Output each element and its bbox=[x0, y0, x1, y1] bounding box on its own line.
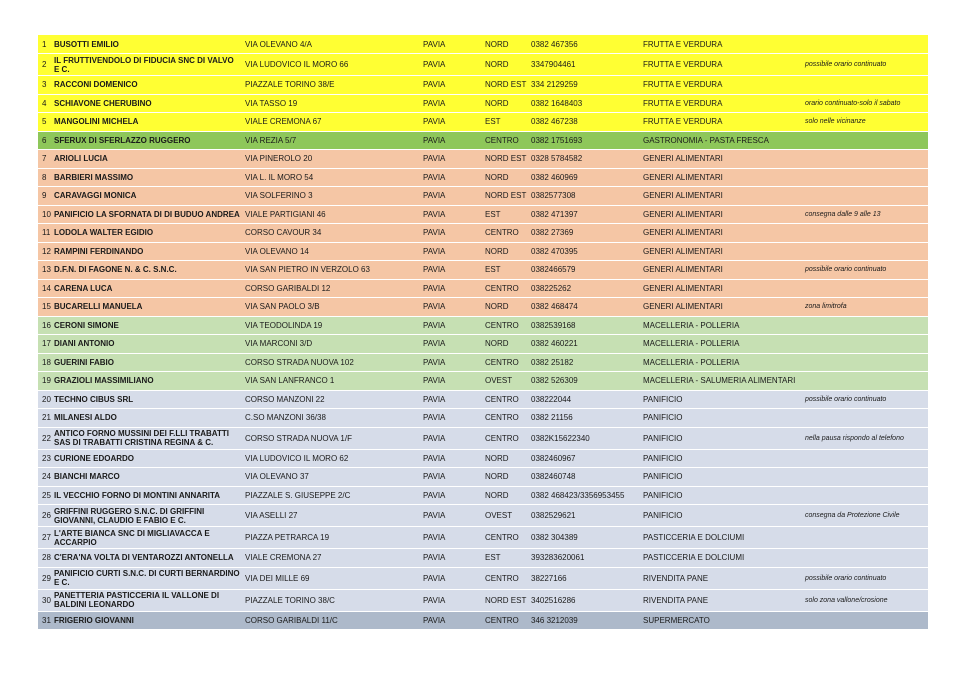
cell-phone: 0382466579 bbox=[531, 265, 576, 275]
cell-city: PAVIA bbox=[423, 320, 446, 330]
cell-zone: OVEST bbox=[485, 376, 513, 386]
cell-phone: 0382 526309 bbox=[531, 376, 578, 386]
cell-zone: NORD EST bbox=[485, 154, 527, 164]
cell-city: PAVIA bbox=[423, 339, 446, 349]
cell-category: PASTICCERIA E DOLCIUMI bbox=[643, 533, 745, 542]
cell-category: FRUTTA E VERDURA bbox=[643, 117, 723, 127]
cell-phone: 0382 470395 bbox=[531, 246, 578, 256]
cell-city: PAVIA bbox=[423, 433, 446, 443]
cell-city: PAVIA bbox=[423, 228, 446, 238]
cell-zone: NORD EST bbox=[485, 80, 527, 90]
cell-note: orario continuato-solo il sabato bbox=[805, 99, 901, 107]
cell-business-name: C'ERA'NA VOLTA DI VENTAROZZI ANTONELLA bbox=[54, 553, 234, 563]
cell-phone: 0328 5784582 bbox=[531, 154, 583, 164]
cell-note: possibile orario continuato bbox=[805, 574, 887, 582]
cell-zone: NORD bbox=[485, 60, 509, 69]
cell-business-name: MANGOLINI MICHELA bbox=[54, 117, 139, 127]
cell-row-number: 26 bbox=[42, 511, 51, 520]
cell-category: GENERI ALIMENTARI bbox=[643, 172, 723, 182]
cell-zone: EST bbox=[485, 553, 501, 563]
table-row bbox=[38, 468, 928, 487]
cell-category: PANIFICIO bbox=[643, 413, 683, 423]
cell-note: consegna dalle 9 alle 13 bbox=[805, 210, 881, 218]
cell-phone: 0382539168 bbox=[531, 320, 576, 330]
cell-phone: 0382 25182 bbox=[531, 357, 574, 367]
table-row bbox=[38, 113, 928, 132]
cell-zone: CENTRO bbox=[485, 573, 519, 583]
cell-business-name: BUCARELLI MANUELA bbox=[54, 302, 143, 312]
cell-row-number: 7 bbox=[42, 154, 47, 164]
cell-city: PAVIA bbox=[423, 265, 446, 275]
cell-category: GENERI ALIMENTARI bbox=[643, 265, 723, 275]
table-row bbox=[38, 35, 928, 54]
cell-address: VIA LUDOVICO IL MORO 62 bbox=[245, 453, 349, 463]
cell-business-name: IL FRUTTIVENDOLO DI FIDUCIA SNC DI VALVO E C. bbox=[54, 55, 234, 74]
cell-zone: NORD bbox=[485, 472, 509, 482]
cell-city: PAVIA bbox=[423, 60, 446, 69]
cell-address: VIA REZIA 5/7 bbox=[245, 135, 297, 145]
cell-address: VIALE PARTIGIANI 46 bbox=[245, 209, 326, 219]
cell-business-name: PANIFICIO LA SFORNATA DI DI BUDUO ANDREA bbox=[54, 209, 240, 219]
cell-row-number: 8 bbox=[42, 172, 47, 182]
cell-category: GENERI ALIMENTARI bbox=[643, 154, 723, 164]
cell-zone: CENTRO bbox=[485, 320, 519, 330]
cell-phone: 038225262 bbox=[531, 283, 572, 293]
cell-note bbox=[803, 150, 928, 169]
cell-phone: 0382460967 bbox=[531, 453, 576, 463]
cell-business-name: CURIONE EDOARDO bbox=[54, 453, 135, 463]
cell-note bbox=[803, 187, 928, 206]
cell-category: FRUTTA E VERDURA bbox=[643, 60, 723, 69]
cell-business-name: RAMPINI FERDINANDO bbox=[54, 246, 144, 256]
table-row bbox=[38, 76, 928, 95]
cell-zone: OVEST bbox=[485, 511, 513, 520]
cell-address: VIA SAN PIETRO IN VERZOLO 63 bbox=[245, 265, 370, 275]
table-row bbox=[38, 486, 928, 505]
table-row bbox=[38, 54, 928, 76]
cell-phone: 0382 21156 bbox=[531, 413, 573, 423]
cell-address: CORSO CAVOUR 34 bbox=[245, 228, 322, 238]
cell-city: PAVIA bbox=[423, 302, 446, 312]
cell-row-number: 30 bbox=[42, 595, 51, 605]
cell-note: nella pausa rispondo al telefono bbox=[805, 434, 904, 442]
cell-category: SUPERMERCATO bbox=[643, 615, 710, 625]
cell-business-name: CERONI SIMONE bbox=[54, 320, 119, 330]
cell-zone: NORD bbox=[485, 98, 509, 108]
cell-city: PAVIA bbox=[423, 472, 446, 482]
cell-row-number: 10 bbox=[42, 209, 51, 219]
cell-address: VIA PINEROLO 20 bbox=[245, 154, 313, 164]
cell-zone: NORD bbox=[485, 453, 509, 463]
cell-note: solo nelle vicinanze bbox=[805, 118, 866, 126]
cell-city: PAVIA bbox=[423, 533, 446, 542]
cell-row-number: 19 bbox=[42, 376, 51, 386]
cell-city: PAVIA bbox=[423, 413, 446, 423]
cell-phone: 0382K15622340 bbox=[531, 433, 590, 443]
cell-category: MACELLERIA - POLLERIA bbox=[643, 357, 740, 367]
cell-note: consegna da Protezione Civile bbox=[805, 512, 900, 519]
cell-city: PAVIA bbox=[423, 595, 446, 605]
cell-business-name: ANTICO FORNO MUSSINI DEI F.LLI TRABATTI SAS DI TRABATTI CRISTINA REGINA & C. bbox=[54, 429, 229, 447]
cell-city: PAVIA bbox=[423, 490, 446, 500]
cell-category: MACELLERIA - SALUMERIA ALIMENTARI bbox=[643, 376, 796, 386]
cell-address: CORSO STRADA NUOVA 102 bbox=[245, 357, 354, 367]
cell-address: VIA OLEVANO 4/A bbox=[245, 39, 312, 49]
cell-zone: NORD bbox=[485, 490, 509, 500]
cell-phone: 0382 1648403 bbox=[531, 98, 583, 108]
cell-note bbox=[803, 549, 928, 568]
cell-row-number: 6 bbox=[42, 135, 47, 145]
cell-city: PAVIA bbox=[423, 357, 446, 367]
cell-category: GENERI ALIMENTARI bbox=[643, 191, 723, 201]
table-row bbox=[38, 261, 928, 280]
cell-city: PAVIA bbox=[423, 154, 446, 164]
cell-address: VIA SAN LANFRANCO 1 bbox=[245, 376, 335, 386]
cell-category: PANIFICIO bbox=[643, 511, 683, 520]
cell-address: CORSO STRADA NUOVA 1/F bbox=[245, 433, 352, 443]
table-row bbox=[38, 224, 928, 243]
cell-business-name: IL VECCHIO FORNO DI MONTINI ANNARITA bbox=[54, 490, 221, 500]
cell-phone: 038222044 bbox=[531, 394, 572, 404]
cell-phone: 0382 460221 bbox=[531, 339, 578, 349]
cell-zone: CENTRO bbox=[485, 615, 519, 625]
cell-address: VIA LUDOVICO IL MORO 66 bbox=[245, 60, 349, 69]
cell-note: solo zona vallone/crosione bbox=[805, 596, 888, 604]
cell-city: PAVIA bbox=[423, 376, 446, 386]
table-row bbox=[38, 505, 928, 527]
cell-city: PAVIA bbox=[423, 615, 446, 625]
cell-address: VIA TEODOLINDA 19 bbox=[245, 320, 323, 330]
cell-address: VIA OLEVANO 14 bbox=[245, 246, 309, 256]
cell-zone: CENTRO bbox=[485, 228, 519, 238]
cell-category: RIVENDITA PANE bbox=[643, 595, 709, 605]
cell-note bbox=[803, 468, 928, 487]
cell-row-number: 31 bbox=[42, 615, 51, 625]
cell-phone: 0382 468423/3356953455 bbox=[531, 490, 625, 500]
cell-business-name: ARIOLI LUCIA bbox=[54, 154, 108, 164]
cell-address: VIA MARCONI 3/D bbox=[245, 339, 313, 349]
cell-address: CORSO GARIBALDI 11/C bbox=[245, 615, 338, 625]
cell-city: PAVIA bbox=[423, 553, 446, 563]
cell-city: PAVIA bbox=[423, 135, 446, 145]
cell-note bbox=[803, 224, 928, 243]
cell-phone: 0382 467238 bbox=[531, 117, 578, 127]
table-row bbox=[38, 409, 928, 428]
cell-business-name: SFERUX DI SFERLAZZO RUGGERO bbox=[54, 135, 191, 145]
cell-category: PANIFICIO bbox=[643, 453, 683, 463]
table-row bbox=[38, 242, 928, 261]
cell-phone: 0382 471397 bbox=[531, 209, 578, 219]
cell-zone: EST bbox=[485, 117, 501, 127]
cell-note: possibile orario continuato bbox=[805, 61, 887, 68]
cell-row-number: 20 bbox=[42, 394, 51, 404]
table-row bbox=[38, 335, 928, 354]
cell-zone: CENTRO bbox=[485, 135, 519, 145]
cell-note bbox=[803, 372, 928, 391]
cell-city: PAVIA bbox=[423, 283, 446, 293]
cell-business-name: D.F.N. DI FAGONE N. & C. S.N.C. bbox=[54, 265, 177, 275]
cell-note bbox=[803, 242, 928, 261]
cell-zone: NORD bbox=[485, 246, 509, 256]
cell-city: PAVIA bbox=[423, 573, 446, 583]
cell-address: VIA SOLFERINO 3 bbox=[245, 191, 313, 201]
cell-phone: 346 3212039 bbox=[531, 615, 578, 625]
cell-note bbox=[803, 168, 928, 187]
cell-phone: 0382 304389 bbox=[531, 533, 578, 542]
cell-address: PIAZZA PETRARCA 19 bbox=[245, 533, 330, 542]
cell-phone: 393283620061 bbox=[531, 553, 585, 563]
cell-category: GENERI ALIMENTARI bbox=[643, 283, 723, 293]
cell-zone: NORD EST bbox=[485, 191, 527, 201]
cell-business-name: GRIFFINI RUGGERO S.N.C. DI GRIFFINI GIOVANNI, CLAUDIO E FABIO E C. bbox=[54, 506, 205, 525]
cell-row-number: 25 bbox=[42, 490, 51, 500]
cell-category: PANIFICIO bbox=[643, 472, 683, 482]
cell-business-name: DIANI ANTONIO bbox=[54, 339, 115, 349]
cell-category: GASTRONOMIA - PASTA FRESCA bbox=[643, 135, 769, 145]
table-row bbox=[38, 589, 928, 611]
cell-phone: 0382577308 bbox=[531, 191, 576, 201]
table-row bbox=[38, 150, 928, 169]
cell-note bbox=[803, 279, 928, 298]
cell-address: VIA ASELLI 27 bbox=[245, 511, 298, 520]
cell-address: CORSO GARIBALDI 12 bbox=[245, 283, 331, 293]
cell-note bbox=[803, 611, 928, 630]
cell-note: possibile orario continuato bbox=[805, 395, 887, 403]
cell-phone: 0382 468474 bbox=[531, 302, 578, 312]
table-row bbox=[38, 298, 928, 317]
cell-zone: NORD EST bbox=[485, 595, 527, 605]
cell-address: VIA TASSO 19 bbox=[245, 98, 298, 108]
cell-category: GENERI ALIMENTARI bbox=[643, 228, 723, 238]
cell-city: PAVIA bbox=[423, 246, 446, 256]
cell-business-name: LODOLA WALTER EGIDIO bbox=[54, 228, 154, 238]
cell-category: FRUTTA E VERDURA bbox=[643, 80, 723, 90]
cell-business-name: MILANESI ALDO bbox=[54, 413, 117, 423]
table-row bbox=[38, 168, 928, 187]
cell-address: VIA SAN PAOLO 3/B bbox=[245, 302, 320, 312]
cell-row-number: 29 bbox=[42, 573, 51, 583]
cell-zone: CENTRO bbox=[485, 433, 519, 443]
cell-note bbox=[803, 316, 928, 335]
cell-note bbox=[803, 409, 928, 428]
table-row bbox=[38, 131, 928, 150]
cell-zone: NORD bbox=[485, 39, 509, 49]
cell-address: VIA OLEVANO 37 bbox=[245, 472, 309, 482]
cell-phone: 0382460748 bbox=[531, 472, 576, 482]
cell-zone: CENTRO bbox=[485, 533, 519, 542]
cell-business-name: RACCONI DOMENICO bbox=[54, 80, 138, 90]
cell-row-number: 22 bbox=[42, 433, 51, 443]
cell-row-number: 2 bbox=[42, 60, 47, 69]
cell-category: PANIFICIO bbox=[643, 433, 683, 443]
cell-address: VIALE CREMONA 67 bbox=[245, 117, 322, 127]
cell-category: FRUTTA E VERDURA bbox=[643, 98, 723, 108]
cell-category: GENERI ALIMENTARI bbox=[643, 246, 723, 256]
cell-zone: CENTRO bbox=[485, 413, 519, 423]
table-row bbox=[38, 94, 928, 113]
cell-row-number: 12 bbox=[42, 246, 51, 256]
cell-address: PIAZZALE TORINO 38/E bbox=[245, 80, 335, 90]
table-row bbox=[38, 187, 928, 206]
cell-note bbox=[803, 335, 928, 354]
cell-note bbox=[803, 35, 928, 54]
cell-note bbox=[803, 131, 928, 150]
cell-phone: 334 2129259 bbox=[531, 80, 578, 90]
cell-category: RIVENDITA PANE bbox=[643, 573, 709, 583]
cell-category: GENERI ALIMENTARI bbox=[643, 302, 723, 312]
cell-row-number: 14 bbox=[42, 283, 51, 293]
cell-category: FRUTTA E VERDURA bbox=[643, 39, 723, 49]
cell-city: PAVIA bbox=[423, 209, 446, 219]
cell-address: VIA L. IL MORO 54 bbox=[245, 172, 314, 182]
cell-row-number: 18 bbox=[42, 357, 51, 367]
cell-row-number: 11 bbox=[42, 228, 51, 238]
cell-category: MACELLERIA - POLLERIA bbox=[643, 320, 740, 330]
cell-row-number: 16 bbox=[42, 320, 51, 330]
cell-row-number: 3 bbox=[42, 80, 47, 90]
cell-address: C.SO MANZONI 36/38 bbox=[245, 413, 326, 423]
cell-phone: 3347904461 bbox=[531, 60, 576, 69]
cell-zone: NORD bbox=[485, 302, 509, 312]
table-row bbox=[38, 353, 928, 372]
table-row bbox=[38, 449, 928, 468]
table-row bbox=[38, 549, 928, 568]
cell-note bbox=[803, 76, 928, 95]
cell-category: GENERI ALIMENTARI bbox=[643, 209, 723, 219]
cell-row-number: 24 bbox=[42, 472, 51, 482]
cell-row-number: 4 bbox=[42, 98, 47, 108]
cell-business-name: FRIGERIO GIOVANNI bbox=[54, 615, 134, 625]
cell-category: PANIFICIO bbox=[643, 490, 683, 500]
cell-address: VIALE CREMONA 27 bbox=[245, 553, 322, 563]
cell-business-name: SCHIAVONE CHERUBINO bbox=[54, 98, 152, 108]
cell-business-name: GUERINI FABIO bbox=[54, 357, 115, 367]
cell-phone: 0382529621 bbox=[531, 511, 576, 520]
cell-row-number: 28 bbox=[42, 553, 51, 563]
cell-phone: 38227166 bbox=[531, 573, 567, 583]
cell-zone: EST bbox=[485, 265, 501, 275]
cell-note bbox=[803, 486, 928, 505]
cell-business-name: BARBIERI MASSIMO bbox=[54, 172, 134, 182]
cell-phone: 0382 460969 bbox=[531, 172, 578, 182]
cell-zone: CENTRO bbox=[485, 394, 519, 404]
cell-category: PANIFICIO bbox=[643, 394, 683, 404]
cell-address: CORSO MANZONI 22 bbox=[245, 394, 325, 404]
cell-city: PAVIA bbox=[423, 191, 446, 201]
cell-note: zona limitrofa bbox=[805, 303, 847, 311]
cell-city: PAVIA bbox=[423, 117, 446, 127]
table-row bbox=[38, 567, 928, 589]
cell-row-number: 21 bbox=[42, 413, 51, 423]
cell-note bbox=[803, 449, 928, 468]
table-row bbox=[38, 316, 928, 335]
cell-phone: 0382 27369 bbox=[531, 228, 574, 238]
cell-note bbox=[803, 353, 928, 372]
cell-business-name: PANETTERIA PASTICCERIA IL VALLONE DI BALDINI LEONARDO bbox=[54, 591, 220, 609]
cell-business-name: L'ARTE BIANCA SNC DI MIGLIAVACCA E ACCARPIO bbox=[54, 528, 210, 547]
table-row bbox=[38, 279, 928, 298]
table-row bbox=[38, 205, 928, 224]
cell-zone: NORD bbox=[485, 172, 509, 182]
cell-business-name: GRAZIOLI MASSIMILIANO bbox=[54, 376, 154, 386]
cell-category: PASTICCERIA E DOLCIUMI bbox=[643, 553, 745, 563]
cell-row-number: 9 bbox=[42, 191, 47, 201]
cell-business-name: TECHNO CIBUS SRL bbox=[54, 394, 134, 404]
table-row bbox=[38, 611, 928, 630]
cell-address: VIA DEI MILLE 69 bbox=[245, 573, 310, 583]
cell-phone: 3402516286 bbox=[531, 595, 576, 605]
cell-city: PAVIA bbox=[423, 453, 446, 463]
cell-city: PAVIA bbox=[423, 39, 446, 49]
cell-row-number: 5 bbox=[42, 117, 47, 127]
cell-row-number: 17 bbox=[42, 339, 51, 349]
table-row bbox=[38, 427, 928, 449]
cell-city: PAVIA bbox=[423, 394, 446, 404]
cell-row-number: 23 bbox=[42, 453, 51, 463]
cell-phone: 0382 467356 bbox=[531, 39, 578, 49]
cell-city: PAVIA bbox=[423, 80, 446, 90]
cell-zone: CENTRO bbox=[485, 283, 519, 293]
cell-city: PAVIA bbox=[423, 511, 446, 520]
cell-business-name: CARENA LUCA bbox=[54, 283, 113, 293]
cell-business-name: PANIFICIO CURTI S.N.C. DI CURTI BERNARDINO E C. bbox=[54, 569, 240, 587]
cell-zone: EST bbox=[485, 209, 501, 219]
table-row bbox=[38, 527, 928, 549]
cell-address: PIAZZALE TORINO 38/C bbox=[245, 595, 335, 605]
cell-note bbox=[803, 527, 928, 549]
cell-business-name: BIANCHI MARCO bbox=[54, 472, 120, 482]
cell-note: possibile orario continuato bbox=[805, 266, 887, 274]
cell-address: PIAZZALE S. GIUSEPPE 2/C bbox=[245, 490, 351, 500]
cell-category: MACELLERIA - POLLERIA bbox=[643, 339, 740, 349]
cell-city: PAVIA bbox=[423, 172, 446, 182]
cell-row-number: 13 bbox=[42, 265, 51, 275]
table-row bbox=[38, 390, 928, 409]
cell-row-number: 27 bbox=[42, 533, 51, 542]
cell-phone: 0382 1751693 bbox=[531, 135, 583, 145]
table-row bbox=[38, 372, 928, 391]
cell-zone: CENTRO bbox=[485, 357, 519, 367]
cell-row-number: 15 bbox=[42, 302, 51, 312]
cell-zone: NORD bbox=[485, 339, 509, 349]
cell-business-name: BUSOTTI EMILIO bbox=[54, 39, 119, 49]
table-body bbox=[38, 35, 928, 630]
cell-business-name: CARAVAGGI MONICA bbox=[54, 191, 137, 201]
cell-row-number: 1 bbox=[42, 39, 47, 49]
merchant-table bbox=[38, 35, 928, 630]
cell-city: PAVIA bbox=[423, 98, 446, 108]
